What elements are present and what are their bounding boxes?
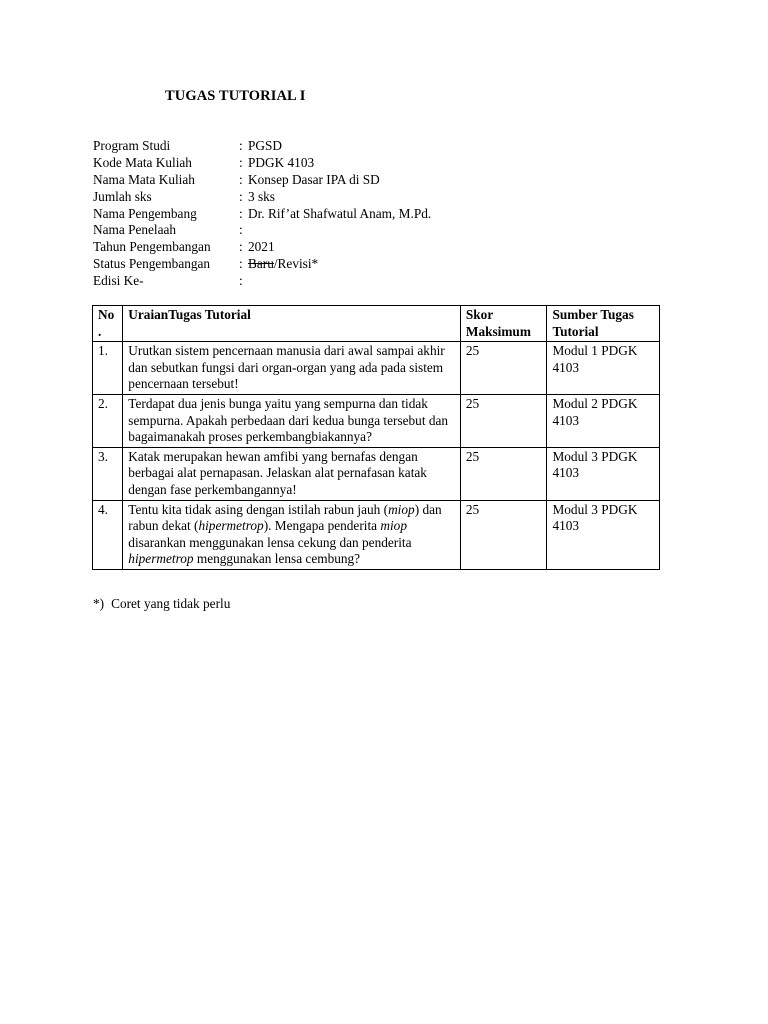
- meta-value: PGSD: [248, 138, 282, 153]
- cell-skor: 25: [460, 447, 547, 500]
- cell-uraian: Katak merupakan hewan amfibi yang bernafas dengan berbagai alat pernapasan. Jelaskan alat pernafasan katak dengan fase perkembangannya!: [123, 447, 461, 500]
- meta-colon: :: [239, 256, 243, 272]
- footnote-mark: *): [93, 596, 105, 611]
- header-no: No .: [93, 306, 123, 342]
- cell-sumber: Modul 2 PDGK 4103: [547, 394, 660, 447]
- italic-term-hipermetrop: hipermetrop: [128, 551, 194, 567]
- meta-row-nama-mata-kuliah: [93, 172, 613, 189]
- meta-colon: :: [239, 188, 243, 204]
- meta-label: Edisi Ke-: [93, 273, 144, 289]
- course-info: [93, 138, 613, 290]
- document-title: TUGAS TUTORIAL I: [165, 88, 306, 104]
- meta-colon: :: [239, 138, 243, 153]
- cell-skor: 25: [460, 342, 547, 395]
- meta-value: Konsep Dasar IPA di SD: [248, 171, 380, 187]
- cell-no: 4.: [93, 500, 123, 569]
- meta-label: Program Studi: [93, 138, 171, 153]
- meta-row-jumlah-sks: [93, 189, 613, 206]
- meta-value: [248, 256, 318, 273]
- meta-label: Kode Mata Kuliah: [93, 154, 192, 170]
- meta-value: PDGK 4103: [248, 154, 315, 170]
- cell-uraian: [123, 500, 461, 569]
- cell-uraian: Terdapat dua jenis bunga yaitu yang sempurna dan tidak sempurna. Apakah perbedaan dari kedua bunga tersebut dan bagaimanakah proses perkembangbiakannya?: [123, 394, 461, 447]
- table-row: [93, 447, 660, 500]
- cell-no: 3.: [93, 447, 123, 500]
- meta-colon: :: [239, 273, 243, 289]
- italic-term-hipermetrop: hipermetrop: [198, 518, 264, 534]
- cell-no: 2.: [93, 394, 123, 447]
- cell-skor: 25: [460, 500, 547, 569]
- struck-option-baru: Baru: [248, 256, 274, 272]
- meta-value: Dr. Rif’at Shafwatul Anam, M.Pd.: [248, 205, 432, 221]
- meta-colon: :: [239, 171, 243, 187]
- italic-term-miop: miop: [380, 518, 407, 534]
- cell-sumber: Modul 3 PDGK 4103: [547, 447, 660, 500]
- meta-row-nama-pengembang: [93, 206, 613, 223]
- meta-row-kode-mata-kuliah: [93, 155, 613, 172]
- table-row: [93, 500, 660, 569]
- meta-colon: :: [239, 222, 243, 238]
- meta-row-program-studi: [93, 138, 613, 155]
- table-row: [93, 342, 660, 395]
- meta-label: Nama Penelaah: [93, 222, 177, 238]
- cell-skor: 25: [460, 394, 547, 447]
- text-run: ) dan rabun dekat (: [128, 501, 442, 534]
- meta-label: Jumlah sks: [93, 188, 152, 204]
- meta-colon: :: [239, 239, 243, 255]
- cell-uraian: Urutkan sistem pencernaan manusia dari awal sampai akhir dan sebutkan fungsi dari organ-organ yang ada pada sistem pencernaan tersebut!: [123, 342, 461, 395]
- text-run: ). Mengapa penderita: [263, 518, 381, 534]
- cell-sumber: Modul 3 PDGK 4103: [547, 500, 660, 569]
- italic-term-miop: miop: [388, 501, 415, 517]
- text-run: Tentu kita tidak asing dengan istilah rabun jauh (: [128, 501, 389, 517]
- meta-value: 2021: [248, 239, 275, 255]
- meta-label: Nama Mata Kuliah: [93, 171, 195, 187]
- table-row: [93, 394, 660, 447]
- meta-row-status-pengembangan: [93, 256, 613, 273]
- text-run: disarankan menggunakan lensa cekung dan penderita: [128, 534, 412, 550]
- meta-label: Nama Pengembang: [93, 205, 197, 221]
- header-sumber: Sumber Tugas Tutorial: [547, 306, 660, 342]
- header-uraian: UraianTugas Tutorial: [123, 306, 461, 342]
- header-skor: Skor Maksimum: [460, 306, 547, 342]
- footnote: [93, 596, 230, 612]
- cell-sumber: Modul 1 PDGK 4103: [547, 342, 660, 395]
- meta-label: Tahun Pengembangan: [93, 239, 211, 255]
- meta-colon: :: [239, 154, 243, 170]
- footnote-text: Coret yang tidak perlu: [111, 596, 231, 611]
- meta-row-edisi-ke: [93, 273, 613, 290]
- meta-label: Status Pengembangan: [93, 256, 211, 272]
- meta-colon: :: [239, 205, 243, 221]
- task-table: [92, 305, 660, 570]
- cell-no: 1.: [93, 342, 123, 395]
- text-run: menggunakan lensa cembung?: [193, 551, 361, 567]
- meta-value: 3 sks: [248, 188, 275, 204]
- table-header-row: [93, 306, 660, 342]
- option-revisi: /Revisi*: [273, 256, 319, 272]
- meta-row-tahun-pengembangan: [93, 239, 613, 256]
- meta-row-nama-penelaah: [93, 222, 613, 239]
